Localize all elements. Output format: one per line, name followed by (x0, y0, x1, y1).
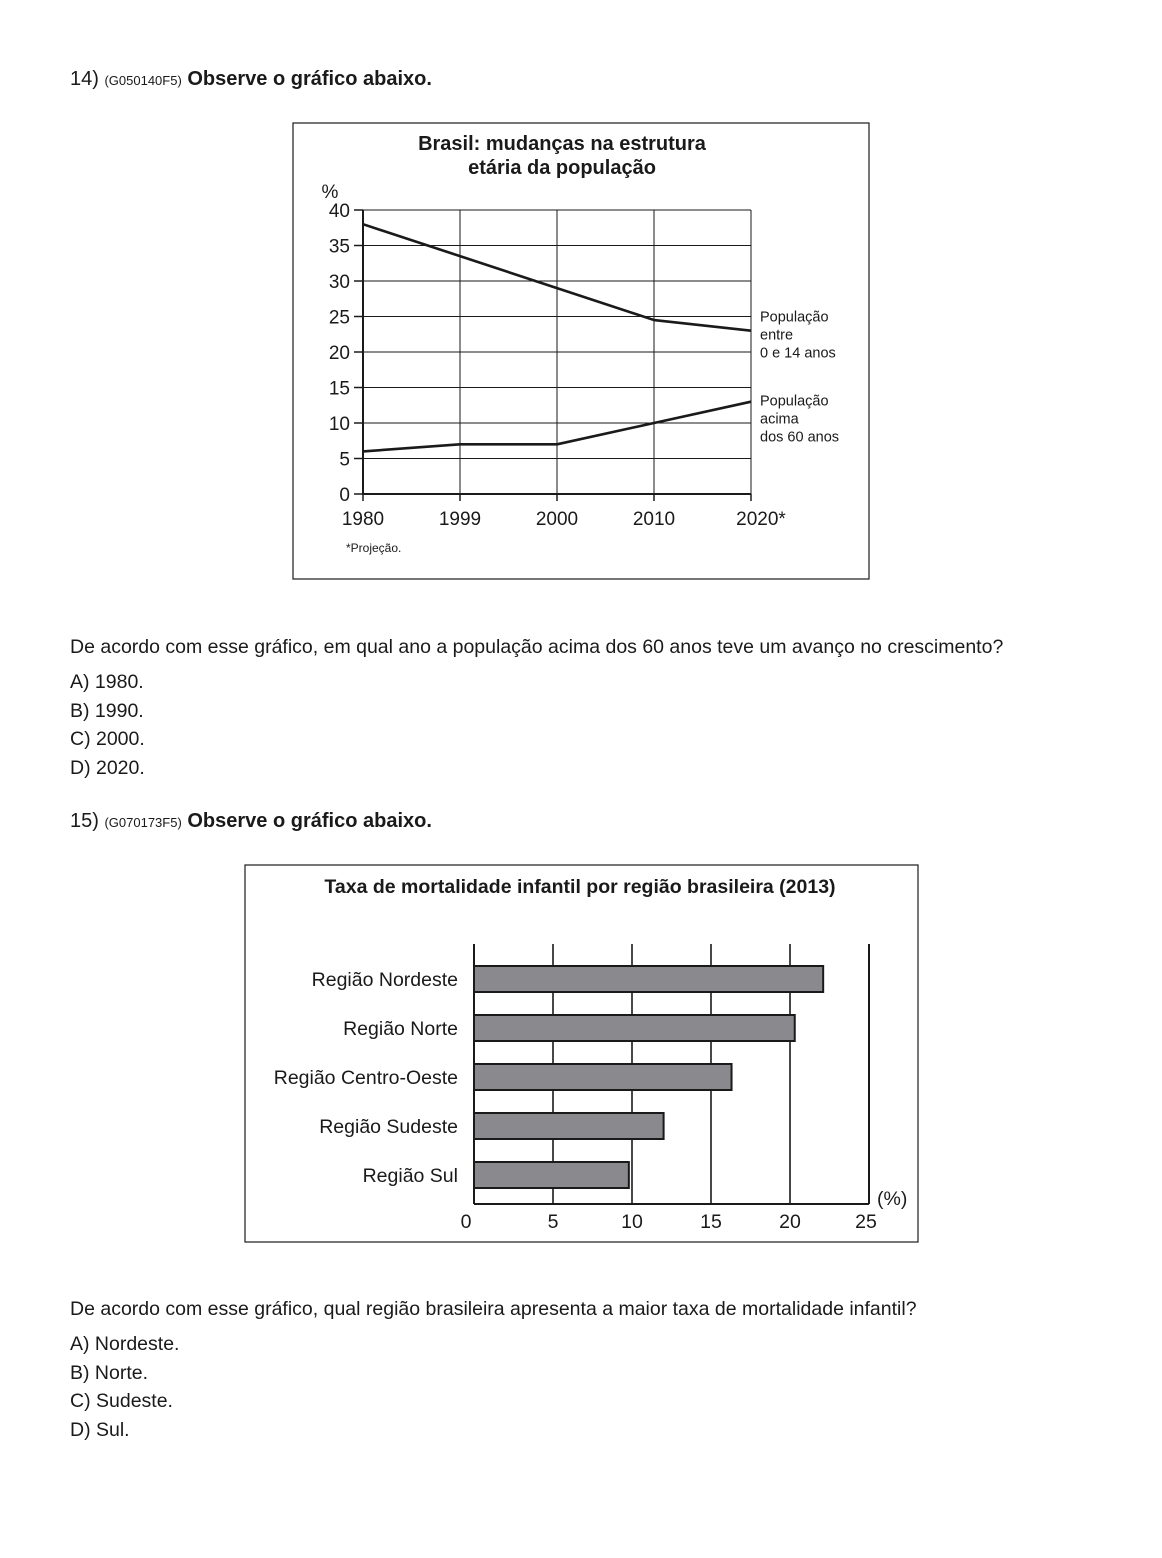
q15-option-a[interactable]: A) Nordeste. (70, 1333, 180, 1355)
y-tick-label: 30 (328, 272, 350, 293)
category-label: Região Sul (362, 1165, 458, 1187)
y-tick-label: 35 (328, 236, 350, 258)
q15-prompt: De acordo com esse gráfico, qual região brasileira apresenta a maior taxa de mortalidade infantil? (70, 1298, 917, 1320)
q15-number: 15) (70, 810, 99, 832)
category-label: Região Centro-Oeste (273, 1067, 458, 1089)
category-label: Região Norte (343, 1018, 458, 1040)
x-tick-label: 25 (855, 1211, 877, 1233)
q14-prompt: De acordo com esse gráfico, em qual ano a população acima dos 60 anos teve um avanço no crescimento? (70, 636, 1004, 658)
q15-code: (G070173F5) (104, 815, 182, 830)
bar (474, 1015, 795, 1041)
series-label-line: População (760, 309, 829, 326)
q14-header (70, 68, 432, 91)
q14-option-a[interactable]: A) 1980. (70, 671, 144, 693)
category-label: Região Sudeste (319, 1116, 458, 1138)
x-tick-label: 1980 (341, 509, 385, 530)
q14-number: 14) (70, 68, 99, 90)
series-label-line: População (760, 393, 829, 410)
q14-option-c[interactable]: C) 2000. (70, 728, 145, 750)
series-label-line: dos 60 anos (760, 429, 840, 446)
x-tick-label: 2010 (632, 509, 676, 530)
category-label: Região Nordeste (311, 969, 458, 991)
bar (474, 1064, 732, 1090)
x-tick-label: 2000 (535, 509, 579, 530)
q14-option-d[interactable]: D) 2020. (70, 756, 145, 779)
bar (474, 1113, 664, 1139)
q14-instruction: Observe o gráfico abaixo. (187, 68, 432, 90)
y-tick-label: 10 (328, 414, 350, 435)
bar (474, 1162, 629, 1188)
chart-title-line: Brasil: mudanças na estrutura (418, 133, 706, 155)
x-axis-unit-label: (%) (877, 1188, 908, 1210)
q14-options (70, 668, 145, 782)
q15-instruction: Observe o gráfico abaixo. (187, 810, 432, 832)
line-chart (292, 122, 870, 580)
x-tick-label: 1999 (438, 509, 482, 530)
chart-footnote: *Projeção. (346, 541, 402, 555)
chart-title: Taxa de mortalidade infantil por região brasileira (2013) (324, 876, 836, 898)
series-label-line: entre (760, 327, 794, 344)
y-tick-label: 0 (339, 485, 350, 506)
q14-option-b[interactable]: B) 1990. (70, 699, 144, 722)
series-label-line: 0 e 14 anos (760, 345, 836, 362)
chart-title-line: etária da população (468, 157, 656, 179)
x-tick-label: 0 (460, 1211, 472, 1233)
bar (474, 966, 823, 992)
y-tick-label: 25 (328, 307, 350, 329)
q15-options (70, 1330, 179, 1444)
y-axis-label: % (321, 182, 339, 203)
x-tick-label: 20 (779, 1211, 801, 1233)
x-tick-label: 10 (621, 1211, 643, 1233)
q15-option-c[interactable]: C) Sudeste. (70, 1390, 173, 1412)
bar-chart (244, 864, 919, 1243)
q15-option-b[interactable]: B) Norte. (70, 1361, 149, 1384)
y-tick-label: 20 (328, 343, 350, 364)
y-tick-label: 40 (328, 201, 350, 222)
q15-header (70, 810, 432, 833)
q15-option-d[interactable]: D) Sul. (70, 1418, 130, 1441)
series-label-line: acima (760, 411, 799, 428)
y-tick-label: 5 (339, 449, 350, 471)
x-tick-label: 15 (700, 1211, 722, 1233)
q14-code: (G050140F5) (104, 73, 182, 88)
x-tick-label: 2020* (736, 509, 786, 530)
x-tick-label: 5 (547, 1211, 559, 1233)
y-tick-label: 15 (328, 378, 350, 400)
